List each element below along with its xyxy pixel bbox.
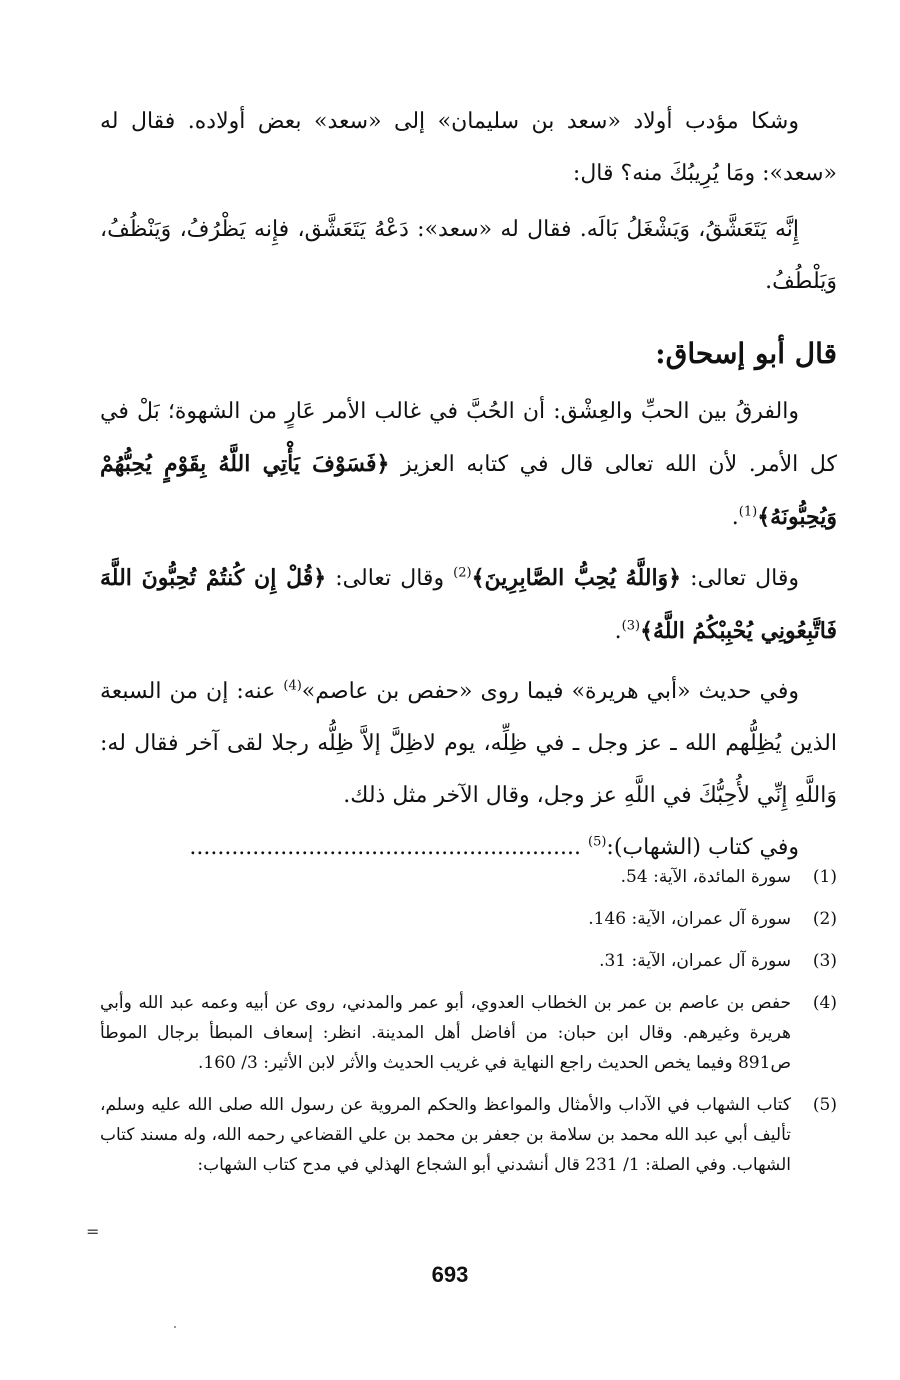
footnote-item	[100, 1090, 837, 1180]
stray-dot	[174, 1326, 176, 1328]
paragraph-reply: إِنَّه يَتَعَشَّقُ، وَيَشْغَلُ بَالَه. فقال له «سعد»: دَعْهُ يَتَعَشَّق، فإِنه يَظْرُفُ، وَيَنْظُفُ، وَيَلْطُفُ.	[100, 217, 837, 294]
footnote-item	[100, 988, 837, 1078]
punctuation: .	[614, 619, 622, 644]
paragraph-complaint: وشكا مؤدب أولاد «سعد بن سليمان» إلى «سعد» بعض أولاده. فقال له «سعد»: ومَا يُرِيبُكَ منه؟ قال:	[100, 109, 837, 186]
paragraph-quran-quotes	[100, 552, 837, 658]
margin-mark: =	[86, 1222, 100, 1241]
footnote-item	[100, 946, 837, 976]
paragraph-hadith	[100, 666, 837, 822]
paragraph-text: وفي حديث «أبي هريرة» فيما روى «حفص بن عاصم»	[301, 679, 799, 704]
ellipsis-dots: ........................................................	[189, 835, 581, 860]
footnote-ref: (1)	[738, 504, 758, 520]
footnote-item	[100, 904, 837, 934]
footnote-number: (5)	[812, 1095, 837, 1115]
footnote-item	[100, 862, 837, 892]
footnote-number: (4)	[812, 993, 837, 1013]
footnote-text: حفص بن عاصم بن عمر بن الخطاب العدوي، أبو عمر والمدني، روى عن أبيه وعمه عبد الله وأبي هريرة وغيرهم. وقال ابن حبان: من أفاضل أهل المدينة. انظر: إسعاف المبطأ برجال الموطأ ص891 وفيما يخص الحديث راجع النهاية في غريب الحديث والأثر لابن الأثير: 3/ 160.	[100, 993, 791, 1073]
paragraph-text: والفرقُ بين الحبِّ والعِشْق: أن الحُبَّ في غالب الأمر عَارٍ من الشهوة؛ بَلْ في كل الأمر. لأن الله تعالى قال في كتابه العزيز	[100, 399, 837, 477]
paragraph-text: عنه: إن من السبعة الذين يُظِلُّهم الله ـ عز وجل ـ في ظِلِّه، يوم لاظِلَّ إلاَّ ظِلُّه رجلا لقى آخر فقال له: وَاللَّهِ إِنِّي لأُحِبُّكَ في اللَّهِ عز وجل، وقال الآخر مثل ذلك.	[100, 679, 837, 808]
punctuation: .	[731, 505, 739, 530]
quran-verse: ﴿قُلْ إِن كُنتُمْ تُحِبُّونَ اللَّهَ فَاتَّبِعُونِي يُحْبِبْكُمُ اللَّهُ﴾	[100, 565, 837, 644]
section-heading: قال أبو إسحاق:	[655, 337, 837, 370]
footnotes	[100, 862, 837, 1192]
paragraph-text: وقال تعالى:	[335, 566, 445, 591]
main-text-2	[100, 386, 837, 874]
quran-verse: ﴿فَسَوْفَ يَأْتِي اللَّهُ بِقَوْمٍ يُحِبُّهُمْ وَيُحِبُّونَهُ﴾	[100, 451, 837, 530]
footnote-text: سورة آل عمران، الآية: 31.	[599, 951, 791, 971]
footnote-text: سورة آل عمران، الآية: 146.	[588, 909, 791, 929]
quran-verse: ﴿وَاللَّهُ يُحِبُّ الصَّابِرِينَ﴾	[471, 565, 682, 591]
footnote-ref: (2)	[453, 565, 472, 581]
footnote-number: (2)	[812, 909, 837, 929]
footnote-text: كتاب الشهاب في الآداب والأمثال والمواعظ والحكم المروية عن رسول الله صلى الله عليه وسلم، تأليف أبي عبد الله محمد بن سلامة بن جعفر بن محمد بن علي القضاعي رحمه الله، وله مسند كتاب الشهاب. وفي الصلة: 1/ 231 قال أنشدني أبو الشجاع الهذلي في مدح كتاب الشهاب:	[100, 1095, 791, 1175]
footnote-ref: (3)	[621, 618, 641, 634]
footnote-ref: (4)	[283, 678, 302, 694]
footnote-ref: (5)	[587, 834, 607, 850]
footnote-text: سورة المائدة، الآية: 54.	[620, 867, 791, 887]
footnote-number: (1)	[812, 867, 837, 887]
paragraph-love-difference	[100, 386, 837, 544]
paragraph-text: وفي كتاب (الشهاب):	[606, 835, 799, 860]
main-text	[100, 96, 837, 308]
paragraph-text: وقال تعالى:	[690, 566, 799, 591]
page-number: 693	[431, 1262, 469, 1287]
footnote-number: (3)	[812, 951, 837, 971]
